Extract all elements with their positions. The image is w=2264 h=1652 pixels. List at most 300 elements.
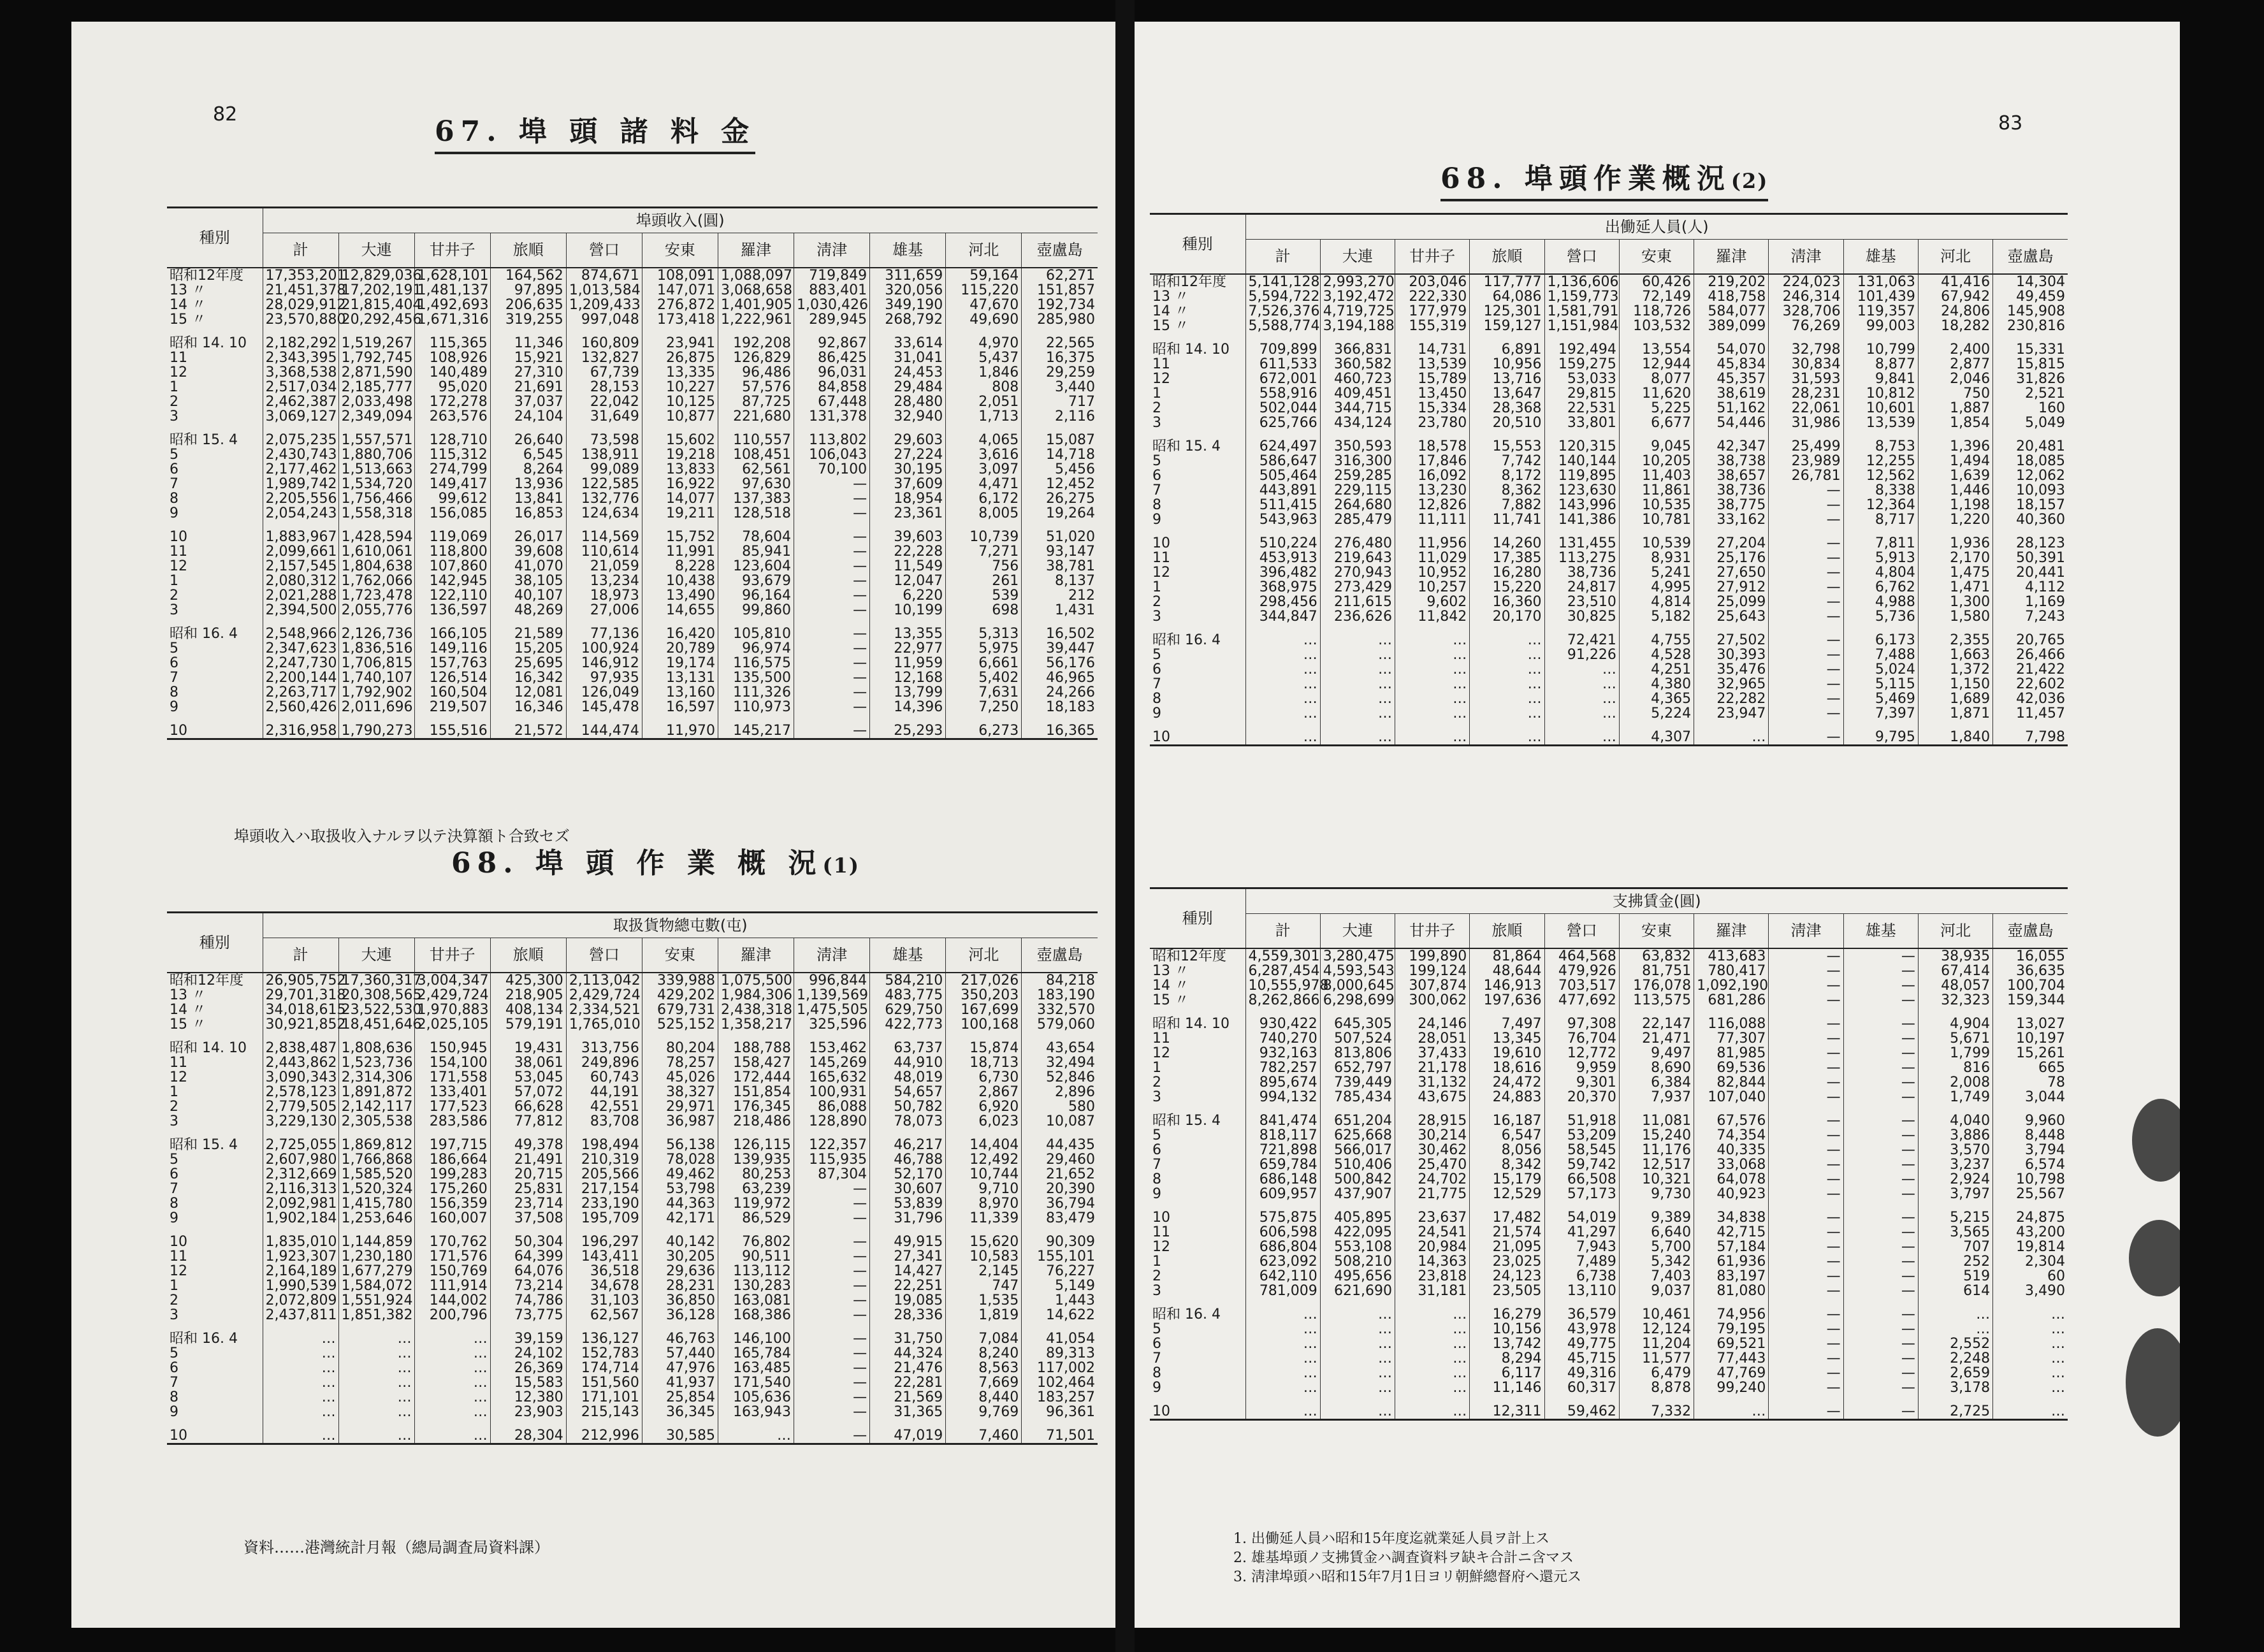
table-row bbox=[1150, 1269, 2068, 1284]
table-cell: 422,095 bbox=[1320, 1225, 1395, 1240]
table-cell: 10,199 bbox=[870, 603, 946, 618]
table-row bbox=[1150, 580, 2068, 595]
table-cell: 71,501 bbox=[1022, 1428, 1098, 1444]
table-cell: 307,874 bbox=[1395, 978, 1470, 993]
table-cell: — bbox=[1769, 1143, 1843, 1157]
table-cell: 10,205 bbox=[1619, 454, 1694, 468]
table-cell: 1,610,061 bbox=[338, 544, 414, 559]
table-cell: … bbox=[1245, 677, 1320, 692]
table-row bbox=[167, 1041, 1098, 1055]
table-cell: 15,921 bbox=[490, 351, 566, 365]
table-cell: 42,036 bbox=[1993, 692, 2068, 706]
table-cell: 133,401 bbox=[414, 1085, 490, 1099]
row-label: 10 bbox=[1152, 535, 1170, 551]
table-cell: 140,489 bbox=[414, 365, 490, 380]
table-cell: 171,576 bbox=[414, 1249, 490, 1264]
table-cell: 10,087 bbox=[1022, 1114, 1098, 1129]
table-cell: 41,937 bbox=[642, 1375, 718, 1390]
table-cell: 1,836,516 bbox=[338, 641, 414, 656]
table-cell: 26,875 bbox=[642, 351, 718, 365]
table-cell: 6,220 bbox=[870, 588, 946, 603]
row-label: 8 bbox=[170, 490, 178, 507]
table-cell: 113,802 bbox=[794, 433, 870, 447]
table-cell: 785,434 bbox=[1320, 1090, 1395, 1105]
table-row bbox=[167, 447, 1098, 462]
table-cell: 1,713 bbox=[946, 409, 1022, 424]
table-row bbox=[1150, 289, 2068, 304]
table-cell: 289,945 bbox=[794, 312, 870, 327]
table-cell: 2,349,094 bbox=[338, 409, 414, 424]
table-cell: 464,568 bbox=[1544, 948, 1619, 964]
table-row bbox=[167, 506, 1098, 521]
table-cell: 80,253 bbox=[718, 1167, 794, 1182]
table-row bbox=[167, 1279, 1098, 1293]
footnote-2: 2. 雄基埠頭ノ支拂賃金ハ調査資料ヲ缺キ合計ニ含マス bbox=[1233, 1550, 1574, 1566]
table-cell: 1,880,706 bbox=[338, 447, 414, 462]
table-cell: 584,210 bbox=[870, 973, 946, 988]
table-cell: 150,945 bbox=[414, 1041, 490, 1055]
table-row bbox=[1150, 304, 2068, 319]
table-cell: 7,742 bbox=[1470, 454, 1544, 468]
table-cell: 575,875 bbox=[1245, 1210, 1320, 1225]
table-cell: 14,655 bbox=[642, 603, 718, 618]
table-cell: 316,300 bbox=[1320, 454, 1395, 468]
table-cell: 479,926 bbox=[1544, 964, 1619, 978]
table-cell: 9,960 bbox=[1993, 1113, 2068, 1128]
table-cell: 174,714 bbox=[566, 1361, 642, 1375]
table-cell: 3,044 bbox=[1993, 1090, 2068, 1105]
table-cell: 1,030,426 bbox=[794, 298, 870, 312]
table-cell: 15,179 bbox=[1470, 1172, 1544, 1187]
table-cell: 27,341 bbox=[870, 1249, 946, 1264]
table-cell: — bbox=[1769, 1380, 1843, 1395]
table-cell: 27,502 bbox=[1694, 633, 1769, 648]
table-cell: 199,124 bbox=[1395, 964, 1470, 978]
table-cell: 756 bbox=[946, 559, 1022, 574]
table-cell: 10,812 bbox=[1843, 386, 1918, 401]
table-cell: 6,172 bbox=[946, 491, 1022, 506]
table-cell: 171,540 bbox=[718, 1375, 794, 1390]
table-cell: 2,560,426 bbox=[263, 700, 338, 714]
row-label: 1 bbox=[170, 1083, 178, 1100]
table-cell: 59,742 bbox=[1544, 1157, 1619, 1172]
table-cell: 389,099 bbox=[1694, 319, 1769, 333]
table-cell: 625,668 bbox=[1320, 1128, 1395, 1143]
table-cell: 813,806 bbox=[1320, 1046, 1395, 1061]
table-cell: 16,365 bbox=[1022, 723, 1098, 739]
row-label: 昭和 14. 10 bbox=[170, 1040, 247, 1056]
table-cell: 54,446 bbox=[1694, 416, 1769, 430]
table-cell: 3,237 bbox=[1918, 1157, 1992, 1172]
table-cell: … bbox=[1245, 1307, 1320, 1322]
table-cell: 16,853 bbox=[490, 506, 566, 521]
table-cell: 80,204 bbox=[642, 1041, 718, 1055]
table-cell: 54,019 bbox=[1544, 1210, 1619, 1225]
table-cell: 3,565 bbox=[1918, 1225, 1992, 1240]
table-cell: … bbox=[1245, 1351, 1320, 1366]
table-cell: 1,230,180 bbox=[338, 1249, 414, 1264]
table-cell: 2,164,189 bbox=[263, 1264, 338, 1279]
table-cell: 274,799 bbox=[414, 462, 490, 477]
table-cell: 9,602 bbox=[1395, 595, 1470, 609]
row-label: 8 bbox=[170, 1195, 178, 1212]
table-cell: 50,304 bbox=[490, 1235, 566, 1249]
table-cell: 111,914 bbox=[414, 1279, 490, 1293]
table-row bbox=[1150, 1172, 2068, 1187]
table-cell: 108,091 bbox=[642, 268, 718, 283]
table-cell: 21,451,378 bbox=[263, 283, 338, 298]
table-cell: 113,575 bbox=[1619, 993, 1694, 1008]
row-label: 12 bbox=[1152, 1045, 1170, 1061]
table-cell: 119,357 bbox=[1843, 304, 1918, 319]
table-68-1-title bbox=[451, 840, 860, 881]
table-row bbox=[1150, 551, 2068, 565]
table-cell: 62,567 bbox=[566, 1308, 642, 1322]
table-row bbox=[1150, 342, 2068, 357]
table-cell: — bbox=[1769, 1307, 1843, 1322]
table-cell: 3,178 bbox=[1918, 1380, 1992, 1395]
table-cell: 26,275 bbox=[1022, 491, 1098, 506]
table-cell: 29,971 bbox=[642, 1099, 718, 1114]
table-cell: 7,497 bbox=[1470, 1017, 1544, 1031]
table-cell: 172,278 bbox=[414, 395, 490, 409]
table-cell: 4,040 bbox=[1918, 1113, 1992, 1128]
table-cell: 5,975 bbox=[946, 641, 1022, 656]
table-cell: 31,365 bbox=[870, 1405, 946, 1419]
table-cell: 96,361 bbox=[1022, 1405, 1098, 1419]
table-cell: 11,029 bbox=[1395, 551, 1470, 565]
table-cell: 2,578,123 bbox=[263, 1085, 338, 1099]
table-cell: 4,719,725 bbox=[1320, 304, 1395, 319]
table-cell: 110,973 bbox=[718, 700, 794, 714]
table-cell: 2,080,312 bbox=[263, 574, 338, 588]
table-cell: 8,264 bbox=[490, 462, 566, 477]
table-cell: 18,282 bbox=[1918, 319, 1992, 333]
table-cell: 199,890 bbox=[1395, 948, 1470, 964]
table-cell: 76,269 bbox=[1769, 319, 1843, 333]
table-cell: 37,508 bbox=[490, 1211, 566, 1226]
table-cell: 23,522,530 bbox=[338, 1003, 414, 1017]
table-cell: 2,355 bbox=[1918, 633, 1992, 648]
table-cell: — bbox=[1769, 536, 1843, 551]
table-cell: 1,075,500 bbox=[718, 973, 794, 988]
table-cell: 30,585 bbox=[642, 1428, 718, 1444]
table-cell: 28,480 bbox=[870, 395, 946, 409]
table-cell: 53,798 bbox=[642, 1182, 718, 1196]
table-cell: 645,305 bbox=[1320, 1017, 1395, 1031]
table-cell: 38,775 bbox=[1694, 498, 1769, 512]
row-label: 9 bbox=[170, 1403, 178, 1420]
table-cell: 2,099,661 bbox=[263, 544, 338, 559]
table-cell: 13,841 bbox=[490, 491, 566, 506]
table-cell: 18,973 bbox=[566, 588, 642, 603]
table-cell: 300,062 bbox=[1395, 993, 1470, 1008]
table-cell: … bbox=[1395, 1404, 1470, 1420]
table-cell: 39,603 bbox=[870, 530, 946, 544]
table-cell: 16,502 bbox=[1022, 627, 1098, 641]
row-label: 1 bbox=[1152, 579, 1161, 595]
table-cell: 105,810 bbox=[718, 627, 794, 641]
table-row bbox=[1150, 1061, 2068, 1075]
table-cell: 21,574 bbox=[1470, 1225, 1544, 1240]
column-header: 營口 bbox=[566, 938, 642, 973]
table-cell: 2,993,270 bbox=[1320, 274, 1395, 289]
table-cell: 2,182,292 bbox=[263, 336, 338, 351]
table-cell: 81,080 bbox=[1694, 1284, 1769, 1298]
table-cell: — bbox=[794, 1235, 870, 1249]
row-label: 10 bbox=[167, 723, 263, 739]
table-cell: 8,005 bbox=[946, 506, 1022, 521]
table-cell: 11,842 bbox=[1395, 609, 1470, 624]
table-cell: — bbox=[1769, 498, 1843, 512]
table-cell: 21,095 bbox=[1470, 1240, 1544, 1254]
table-row bbox=[167, 1182, 1098, 1196]
table-row bbox=[167, 1331, 1098, 1346]
row-label: 昭和 14. 10 bbox=[1152, 341, 1230, 358]
table-cell: 63,737 bbox=[870, 1041, 946, 1055]
table-cell: … bbox=[1245, 730, 1320, 746]
table-cell: 159,275 bbox=[1544, 357, 1619, 372]
table-cell: … bbox=[338, 1361, 414, 1375]
table-cell: 45,357 bbox=[1694, 372, 1769, 386]
table-cell: 2,394,500 bbox=[263, 603, 338, 618]
table-cell: 14,718 bbox=[1022, 447, 1098, 462]
table-cell: 195,709 bbox=[566, 1211, 642, 1226]
row-label: 12 bbox=[1152, 564, 1170, 581]
table-cell: 24,875 bbox=[1993, 1210, 2068, 1225]
row-spacer bbox=[167, 1226, 1098, 1235]
column-header: 羅津 bbox=[718, 938, 794, 973]
table-cell: 57,184 bbox=[1694, 1240, 1769, 1254]
table-cell: … bbox=[414, 1405, 490, 1419]
table-cell: 49,462 bbox=[642, 1167, 718, 1182]
table-cell: 8,690 bbox=[1619, 1061, 1694, 1075]
row-label: 8 bbox=[1152, 496, 1161, 513]
table-cell: 36,345 bbox=[642, 1405, 718, 1419]
table-cell: 40,923 bbox=[1694, 1187, 1769, 1201]
table-cell: — bbox=[1769, 1031, 1843, 1046]
table-cell: 268,792 bbox=[870, 312, 946, 327]
table-cell: 14,731 bbox=[1395, 342, 1470, 357]
table-cell: 3,616 bbox=[946, 447, 1022, 462]
column-header: 計 bbox=[263, 938, 338, 973]
table-cell: 163,081 bbox=[718, 1293, 794, 1308]
table-cell: 82,844 bbox=[1694, 1075, 1769, 1090]
table-cell: 156,085 bbox=[414, 506, 490, 521]
table-cell: 11,959 bbox=[870, 656, 946, 670]
table-cell: 31,986 bbox=[1769, 416, 1843, 430]
table-cell: 20,292,456 bbox=[338, 312, 414, 327]
table-cell: 42,551 bbox=[566, 1099, 642, 1114]
table-cell: 10,535 bbox=[1619, 498, 1694, 512]
table-cell: — bbox=[1769, 512, 1843, 527]
table-cell: 219,507 bbox=[414, 700, 490, 714]
table-cell: 27,204 bbox=[1694, 536, 1769, 551]
table-cell: 339,988 bbox=[642, 973, 718, 988]
table-cell: — bbox=[1769, 483, 1843, 498]
table-cell: — bbox=[794, 477, 870, 491]
table-cell: 1,471 bbox=[1918, 580, 1992, 595]
column-header: 羅津 bbox=[718, 233, 794, 268]
table-cell: 519 bbox=[1918, 1269, 1992, 1284]
table-row bbox=[1150, 401, 2068, 416]
table-cell: 1,677,279 bbox=[338, 1264, 414, 1279]
table-cell: — bbox=[1769, 1254, 1843, 1269]
table-row bbox=[167, 627, 1098, 641]
table-cell: 30,205 bbox=[642, 1249, 718, 1264]
table-cell: 29,815 bbox=[1544, 386, 1619, 401]
table-cell: 681,286 bbox=[1694, 993, 1769, 1008]
table-cell: 147,071 bbox=[642, 283, 718, 298]
table-cell: 156,359 bbox=[414, 1196, 490, 1211]
row-label: 7 bbox=[1152, 482, 1161, 498]
row-label: 14 〃 bbox=[170, 296, 206, 313]
table-cell: 135,500 bbox=[718, 670, 794, 685]
table-cell: 10,093 bbox=[1993, 483, 2068, 498]
row-spacer bbox=[1150, 333, 2068, 342]
table-cell: 211,615 bbox=[1320, 595, 1395, 609]
table-cell: 116,575 bbox=[718, 656, 794, 670]
table-cell: 21,178 bbox=[1395, 1061, 1470, 1075]
table-cell: 16,280 bbox=[1470, 565, 1544, 580]
row-header-label: 種別 bbox=[1150, 214, 1245, 274]
table-cell: 36,579 bbox=[1544, 1307, 1619, 1322]
table-cell: 507,524 bbox=[1320, 1031, 1395, 1046]
table-cell: — bbox=[1769, 1128, 1843, 1143]
column-header: 雄基 bbox=[1843, 914, 1918, 948]
table-cell: — bbox=[1843, 1404, 1918, 1420]
table-row bbox=[1150, 1031, 2068, 1046]
table-cell: 2,429,724 bbox=[414, 988, 490, 1003]
table-cell: 283,586 bbox=[414, 1114, 490, 1129]
row-label: 2 bbox=[1152, 1268, 1161, 1284]
table-cell: 205,566 bbox=[566, 1167, 642, 1182]
row-label: 2 bbox=[170, 1098, 178, 1115]
table-cell: 5,182 bbox=[1619, 609, 1694, 624]
table-cell: 4,559,301 bbox=[1245, 948, 1320, 964]
table-cell: 93,679 bbox=[718, 574, 794, 588]
table-cell: 26,466 bbox=[1993, 648, 2068, 662]
table-cell: 1,639 bbox=[1918, 468, 1992, 483]
table-cell: 7,243 bbox=[1993, 609, 2068, 624]
table-row bbox=[1150, 1322, 2068, 1337]
table-cell: 17,846 bbox=[1395, 454, 1470, 468]
table-cell: 4,814 bbox=[1619, 595, 1694, 609]
table-cell: 34,838 bbox=[1694, 1210, 1769, 1225]
table-cell: 152,783 bbox=[566, 1346, 642, 1361]
table-cell: 59,462 bbox=[1544, 1404, 1619, 1420]
table-cell: 368,975 bbox=[1245, 580, 1320, 595]
table-cell: — bbox=[794, 685, 870, 700]
table-cell: 146,912 bbox=[566, 656, 642, 670]
row-label: 昭和12年度 bbox=[1152, 948, 1226, 964]
row-label: 5 bbox=[170, 1151, 178, 1168]
table-row bbox=[167, 1017, 1098, 1032]
table-cell: 698 bbox=[946, 603, 1022, 618]
table-cell: 28,051 bbox=[1395, 1031, 1470, 1046]
table-cell: 10,321 bbox=[1619, 1172, 1694, 1187]
table-cell: — bbox=[1769, 1210, 1843, 1225]
table-cell: 298,456 bbox=[1245, 595, 1320, 609]
table-cell: 6,479 bbox=[1619, 1366, 1694, 1380]
row-label: 2 bbox=[1152, 400, 1161, 416]
table-cell: 78,073 bbox=[870, 1114, 946, 1129]
table-cell: 1,139,569 bbox=[794, 988, 870, 1003]
table-row bbox=[1150, 1075, 2068, 1090]
table-cell: … bbox=[1918, 1307, 1992, 1322]
table-cell: 2,051 bbox=[946, 395, 1022, 409]
table-cell: 7,332 bbox=[1619, 1404, 1694, 1420]
table-cell: 11,970 bbox=[642, 723, 718, 739]
table-cell: 74,786 bbox=[490, 1293, 566, 1308]
column-header: 河北 bbox=[1918, 240, 1992, 274]
table-cell: 24,102 bbox=[490, 1346, 566, 1361]
table-row bbox=[167, 336, 1098, 351]
table-cell: 780,417 bbox=[1694, 964, 1769, 978]
table-cell: 52,846 bbox=[1022, 1070, 1098, 1085]
row-label: 7 bbox=[170, 669, 178, 686]
table-cell: 721,898 bbox=[1245, 1143, 1320, 1157]
wages-table bbox=[1150, 887, 2068, 1421]
table-cell: 138,911 bbox=[566, 447, 642, 462]
table-cell: 199,283 bbox=[414, 1167, 490, 1182]
table-cell: 2,247,730 bbox=[263, 656, 338, 670]
table-cell: 18,085 bbox=[1993, 454, 2068, 468]
table-cell: 36,987 bbox=[642, 1114, 718, 1129]
table-cell: 10,539 bbox=[1619, 536, 1694, 551]
table-cell: — bbox=[1843, 1337, 1918, 1351]
row-label: 2 bbox=[1152, 1074, 1161, 1090]
table-cell: 659,784 bbox=[1245, 1157, 1320, 1172]
table-cell: 11,577 bbox=[1619, 1351, 1694, 1366]
table-cell: — bbox=[1843, 1225, 1918, 1240]
table-cell: 9,037 bbox=[1619, 1284, 1694, 1298]
table-cell: 7,403 bbox=[1619, 1269, 1694, 1284]
table-cell: 2,924 bbox=[1918, 1172, 1992, 1187]
row-label: 13 〃 bbox=[170, 282, 206, 298]
table-cell: 2,185,777 bbox=[338, 380, 414, 395]
table-cell: 5,024 bbox=[1843, 662, 1918, 677]
table-cell: 8,753 bbox=[1843, 439, 1918, 454]
table-cell: 1,663 bbox=[1918, 648, 1992, 662]
table-row bbox=[167, 1405, 1098, 1419]
table-cell: 2,779,505 bbox=[263, 1099, 338, 1114]
column-header: 安東 bbox=[1619, 914, 1694, 948]
table-cell: 6,574 bbox=[1993, 1157, 2068, 1172]
table-cell: 105,636 bbox=[718, 1390, 794, 1405]
row-label: 昭和 16. 4 bbox=[170, 1330, 238, 1347]
table-cell: 83,479 bbox=[1022, 1211, 1098, 1226]
table-cell: 96,164 bbox=[718, 588, 794, 603]
table-cell: 51,020 bbox=[1022, 530, 1098, 544]
table-cell: 841,474 bbox=[1245, 1113, 1320, 1128]
column-header: 營口 bbox=[566, 233, 642, 268]
table-row bbox=[1150, 1337, 2068, 1351]
table-cell: 2,072,809 bbox=[263, 1293, 338, 1308]
table-cell: 230,816 bbox=[1993, 319, 2068, 333]
table-cell: 2,438,318 bbox=[718, 1003, 794, 1017]
table-cell: 413,683 bbox=[1694, 948, 1769, 964]
revenue-table bbox=[167, 207, 1098, 740]
table-cell: 3,886 bbox=[1918, 1128, 1992, 1143]
table-cell: 47,019 bbox=[870, 1428, 946, 1444]
table-cell: 49,459 bbox=[1993, 289, 2068, 304]
table-cell: 100,168 bbox=[946, 1017, 1022, 1032]
table-cell: 12,380 bbox=[490, 1390, 566, 1405]
table-cell: 609,957 bbox=[1245, 1187, 1320, 1201]
table-cell: 12,492 bbox=[946, 1152, 1022, 1167]
table-cell: 85,941 bbox=[718, 544, 794, 559]
